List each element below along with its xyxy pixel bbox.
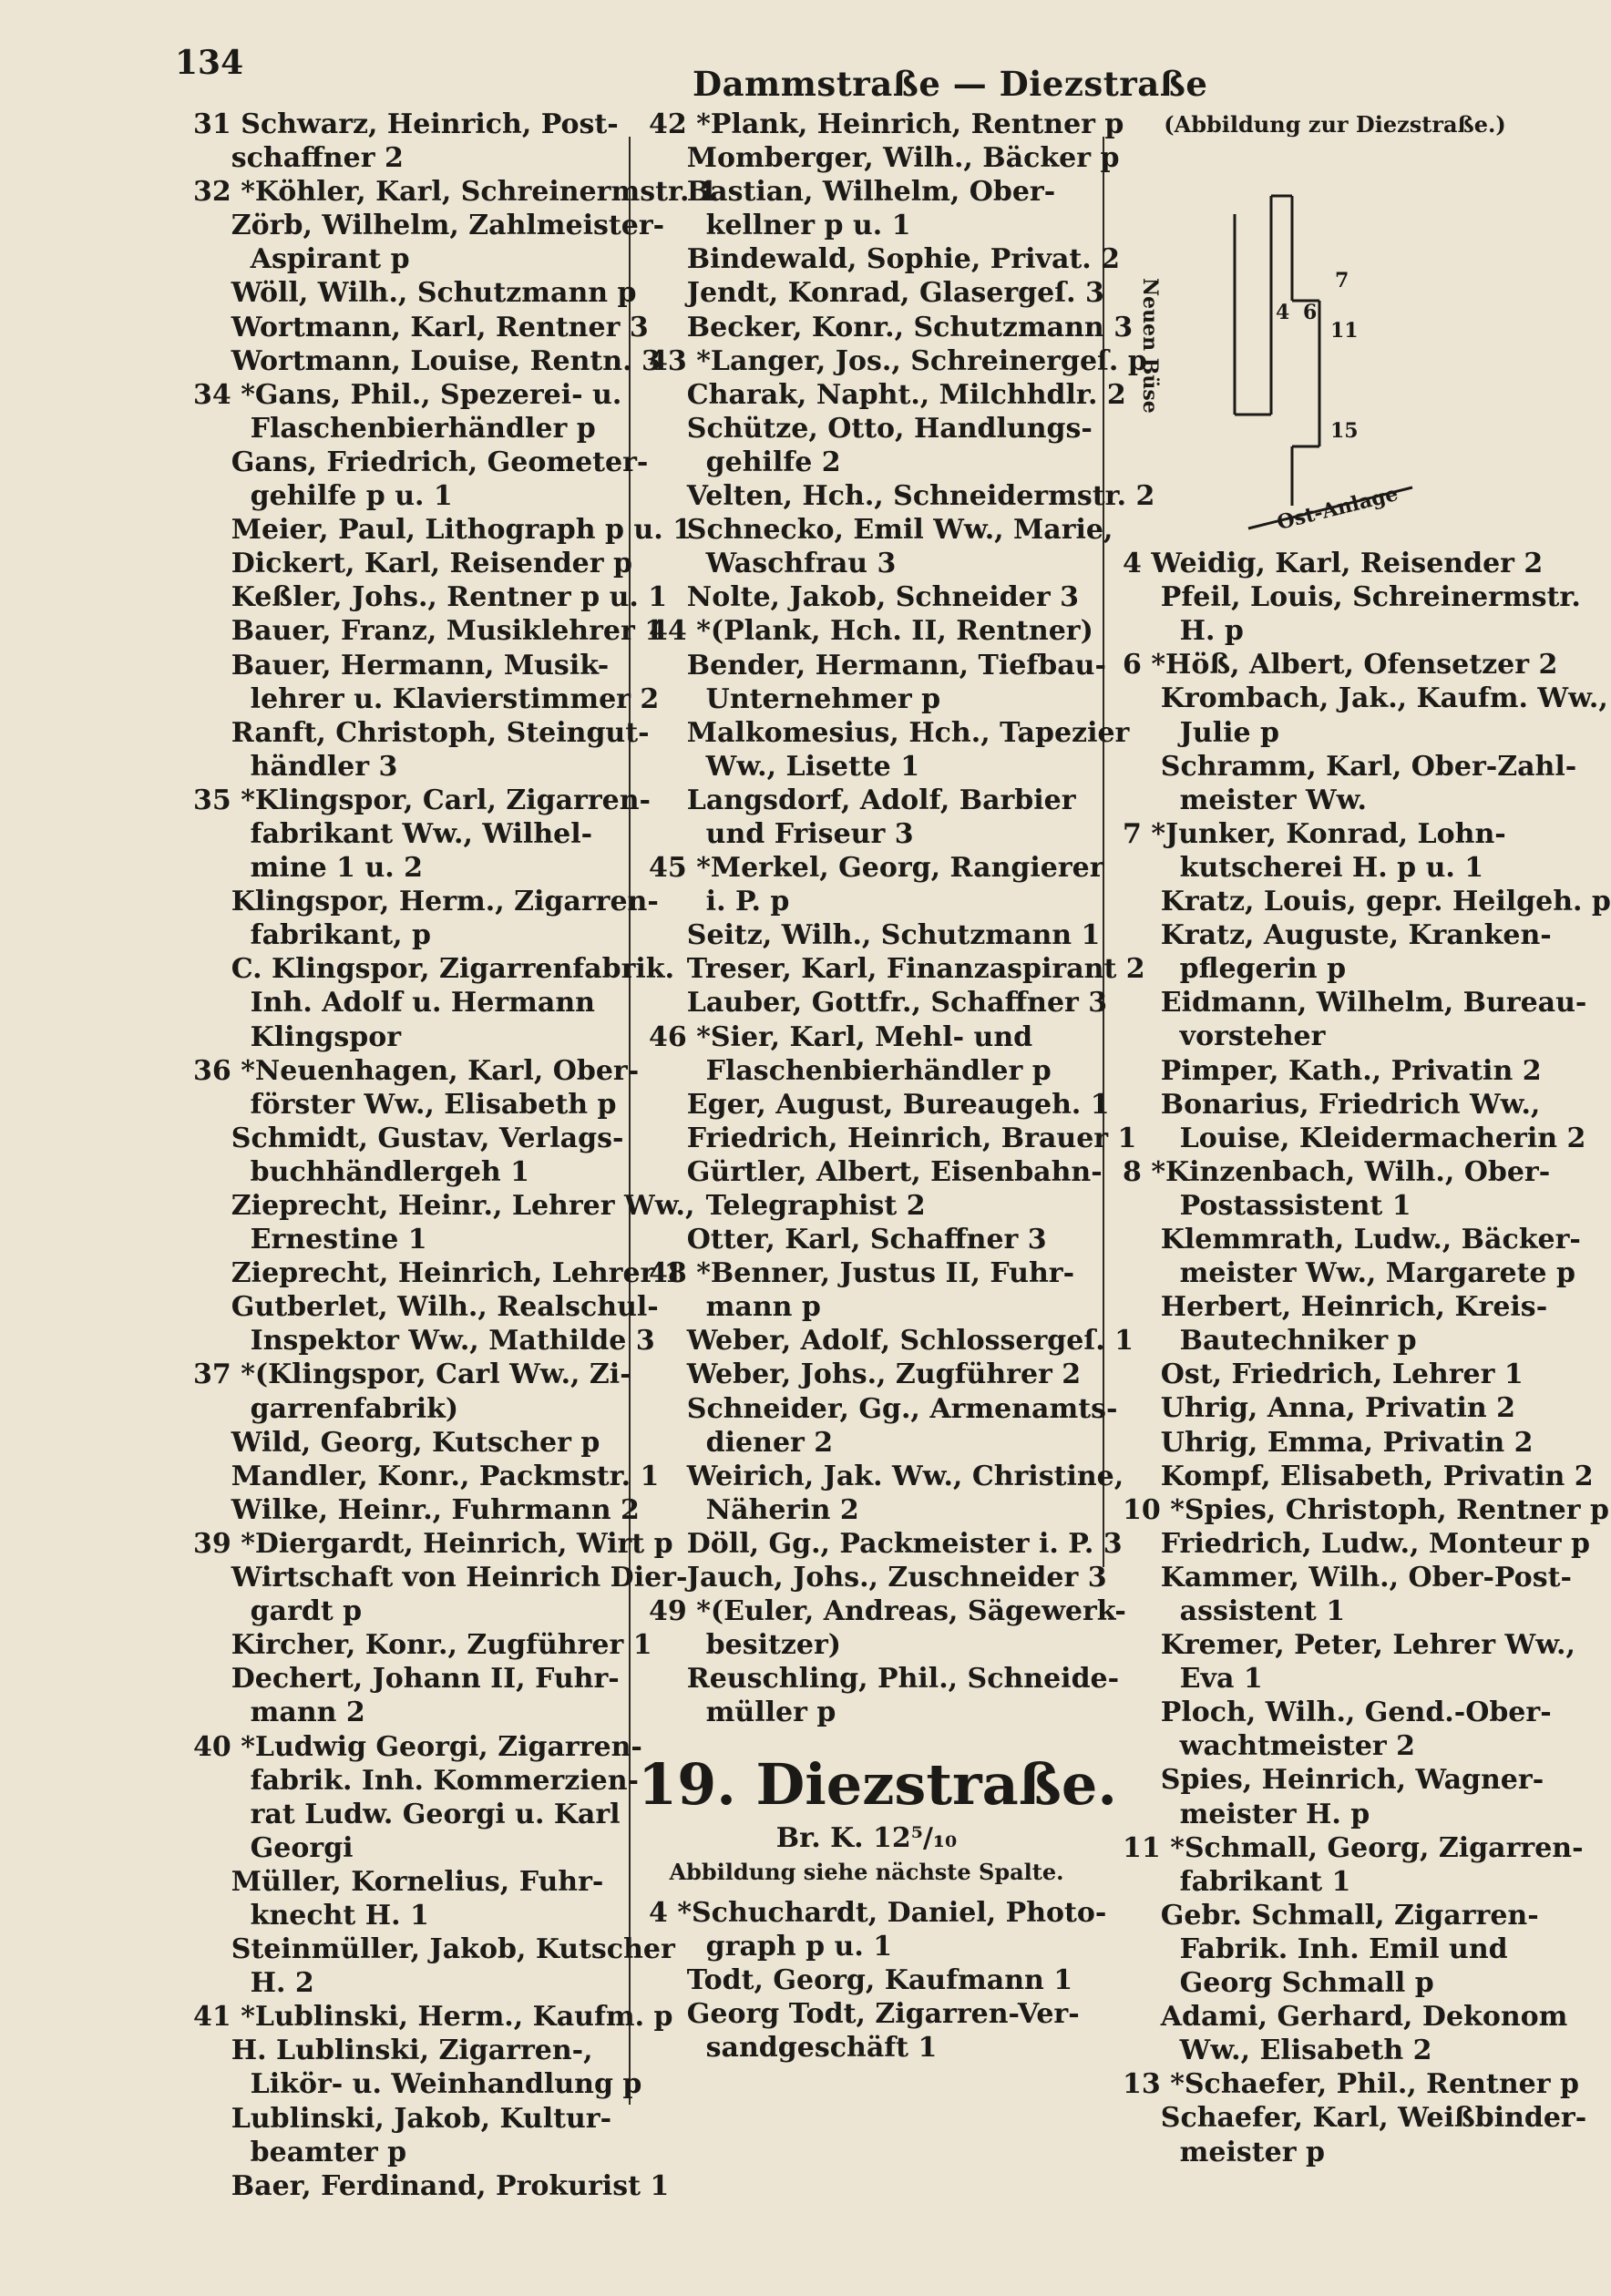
directory-entry-line: Weirich, Jak. Ww., Christine, bbox=[649, 1460, 1124, 1492]
directory-entry-line: 13 *Schaefer, Phil., Rentner p bbox=[1123, 2068, 1579, 2101]
directory-entry-line: Zieprecht, Heinrich, Lehrer 1 bbox=[193, 1257, 683, 1290]
directory-entry-line: Pimper, Kath., Privatin 2 bbox=[1123, 1054, 1542, 1087]
directory-entry-line: besitzer) bbox=[649, 1629, 841, 1662]
directory-entry-line: Schaefer, Karl, Weißbinder- bbox=[1123, 2102, 1587, 2135]
directory-entry-line: förster Ww., Elisabeth p bbox=[193, 1088, 617, 1121]
directory-entry-line: Ranft, Christoph, Steingut- bbox=[193, 716, 650, 749]
directory-entry-line: Postassistent 1 bbox=[1123, 1189, 1411, 1222]
directory-entry-line: gehilfe 2 bbox=[649, 446, 841, 478]
directory-entry-line: Wortmann, Louise, Rentn. 3 bbox=[193, 344, 661, 377]
directory-entry-line: mann 2 bbox=[193, 1696, 365, 1729]
directory-entry-line: Herbert, Heinrich, Kreis- bbox=[1123, 1291, 1548, 1324]
directory-entry-line: Zörb, Wilhelm, Zahlmeister- bbox=[193, 210, 665, 242]
directory-entry-line: Fabrik. Inh. Emil und bbox=[1123, 1932, 1508, 1965]
column-3 bbox=[1112, 108, 1611, 2169]
sketch-label-4: 4 bbox=[1276, 301, 1290, 325]
directory-entry-line: Gebr. Schmall, Zigarren- bbox=[1123, 1899, 1539, 1932]
directory-entry-line: Charak, Napht., Milchhdlr. 2 bbox=[649, 378, 1126, 411]
directory-entry-line: 6 *Höß, Albert, Ofensetzer 2 bbox=[1123, 649, 1558, 682]
directory-entry-line: sandgeschäft 1 bbox=[649, 2032, 938, 2065]
directory-entry-line: 41 *Lublinski, Herm., Kaufm. p bbox=[193, 2001, 673, 2034]
directory-entry-line: mine 1 u. 2 bbox=[193, 852, 424, 885]
directory-entry-line: 34 *Gans, Phil., Spezerei- u. bbox=[193, 378, 622, 411]
sketch-label-ost-anlage: Ost-Anlage bbox=[1274, 482, 1401, 536]
directory-entry-line: 11 *Schmall, Georg, Zigarren- bbox=[1123, 1831, 1584, 1864]
directory-entry-line: 43 *Langer, Jos., Schreinergeſ. p bbox=[649, 344, 1147, 377]
directory-entry-line: 46 *Sier, Karl, Mehl- und bbox=[649, 1020, 1033, 1053]
directory-entry-line: Velten, Hch., Schneidermstr. 2 bbox=[649, 480, 1155, 513]
directory-entry-line: Bauer, Franz, Musiklehrer 1 bbox=[193, 615, 664, 648]
directory-entry-line: und Friseur 3 bbox=[649, 817, 914, 850]
directory-entry-line: Malkomesius, Hch., Tapezier bbox=[649, 716, 1130, 749]
directory-entry-line: kutscherei H. p u. 1 bbox=[1123, 851, 1484, 884]
directory-entry-line: 37 *(Klingspor, Carl Ww., Zi- bbox=[193, 1358, 631, 1391]
directory-entry-line: Julie p bbox=[1123, 716, 1279, 749]
directory-entry-line: Weber, Adolf, Schlossergeſ. 1 bbox=[649, 1325, 1134, 1358]
directory-entry-line: 36 *Neuenhagen, Karl, Ober- bbox=[193, 1054, 640, 1087]
directory-entry-line: meister H. p bbox=[1123, 1798, 1370, 1830]
directory-entry-line: Aspirant p bbox=[193, 243, 410, 276]
directory-entry-line: Klingspor bbox=[193, 1020, 402, 1053]
directory-entry-line: rat Ludw. Georgi u. Karl bbox=[193, 1798, 621, 1830]
directory-entry-line: schaffner 2 bbox=[193, 142, 404, 175]
directory-entry-line: Bindewald, Sophie, Privat. 2 bbox=[649, 243, 1121, 276]
directory-entry-line: Treser, Karl, Finanzaspirant 2 bbox=[649, 953, 1145, 986]
directory-entry-line: Ploch, Wilh., Gend.-Ober- bbox=[1123, 1696, 1552, 1729]
directory-entry-line: Flaschenbierhändler p bbox=[649, 1054, 1052, 1087]
running-head: Dammstraße — Diezstraße bbox=[693, 64, 1208, 104]
directory-entry-line: Jauch, Johs., Zuschneider 3 bbox=[649, 1562, 1107, 1594]
directory-entry-line: fabrikant 1 bbox=[1123, 1865, 1351, 1898]
directory-entry-line: Meier, Paul, Lithograph p u. 1 bbox=[193, 514, 692, 547]
directory-entry-line: Waschfrau 3 bbox=[649, 548, 897, 580]
directory-entry-line: garrenfabrik) bbox=[193, 1392, 459, 1425]
column-divider bbox=[629, 137, 631, 2105]
directory-entry-line: Kompf, Elisabeth, Privatin 2 bbox=[1123, 1460, 1594, 1492]
directory-entry-line: fabrikant, p bbox=[193, 919, 431, 952]
section-heading: 19. Diezstraße. bbox=[638, 1750, 1117, 1818]
directory-entry-line: Nolte, Jakob, Schneider 3 bbox=[649, 581, 1079, 614]
directory-entry-line: Kratz, Louis, gepr. Heilgeh. p bbox=[1123, 886, 1611, 918]
figure-caption: (Abbildung zur Diezstraße.) bbox=[1164, 111, 1506, 138]
directory-entry-line: mann p bbox=[649, 1291, 821, 1324]
directory-entry-line: i. P. p bbox=[649, 886, 790, 918]
directory-entry-line: meister Ww., Margarete p bbox=[1123, 1257, 1575, 1290]
directory-entry-line: graph p u. 1 bbox=[649, 1930, 893, 1963]
directory-entry-line: vorsteher bbox=[1123, 1020, 1326, 1053]
sketch-label-11: 11 bbox=[1330, 319, 1359, 343]
sketch-label-7: 7 bbox=[1335, 269, 1349, 293]
directory-entry-line: Eidmann, Wilhelm, Bureau- bbox=[1123, 987, 1587, 1020]
directory-entry-line: lehrer u. Klavierstimmer 2 bbox=[193, 682, 660, 715]
directory-entry-line: Georgi bbox=[193, 1831, 354, 1864]
directory-entry-line: Flaschenbierhändler p bbox=[193, 412, 596, 445]
directory-entry-line: Schramm, Karl, Ober-Zahl- bbox=[1123, 750, 1577, 783]
directory-entry-line: Kircher, Konr., Zugführer 1 bbox=[193, 1629, 652, 1662]
directory-entry-line: fabrik. Inh. Kommerzien- bbox=[193, 1764, 639, 1797]
directory-entry-line: Telegraphist 2 bbox=[649, 1190, 926, 1222]
directory-entry-line: buchhändlergeh 1 bbox=[193, 1155, 530, 1188]
directory-entry-line: Klemmrath, Ludw., Bäcker- bbox=[1123, 1223, 1581, 1256]
directory-entry-line: 35 *Klingspor, Carl, Zigarren- bbox=[193, 784, 652, 816]
directory-entry-line: Mandler, Konr., Packmstr. 1 bbox=[193, 1460, 660, 1492]
directory-entry-line: Bauer, Hermann, Musik- bbox=[193, 649, 610, 682]
directory-entry-line: Gutberlet, Wilh., Realschul- bbox=[193, 1291, 659, 1324]
directory-entry-line: Näherin 2 bbox=[649, 1493, 859, 1526]
section-subheading: Br. K. 12⁵/₁₀ bbox=[775, 1821, 958, 1854]
directory-entry-line: Zieprecht, Heinr., Lehrer Ww., bbox=[193, 1190, 695, 1222]
directory-entry-line: Unternehmer p bbox=[649, 682, 941, 715]
directory-entry-line: Georg Todt, Zigarren-Ver- bbox=[649, 1997, 1080, 2030]
directory-entry-line: Bautechniker p bbox=[1123, 1325, 1417, 1358]
directory-entry-line: Inspektor Ww., Mathilde 3 bbox=[193, 1325, 655, 1358]
directory-entry-line: knecht H. 1 bbox=[193, 1899, 429, 1932]
directory-entry-line: Jendt, Konrad, Glasergeſ. 3 bbox=[649, 277, 1104, 310]
directory-entry-line: Uhrig, Anna, Privatin 2 bbox=[1123, 1392, 1516, 1425]
directory-entry-line: 4 *Schuchardt, Daniel, Photo- bbox=[649, 1896, 1107, 1929]
directory-entry-line: Friedrich, Heinrich, Brauer 1 bbox=[649, 1122, 1137, 1154]
directory-entry-line: 10 *Spies, Christoph, Rentner p bbox=[1123, 1493, 1609, 1526]
directory-entry-line: pflegerin p bbox=[1123, 953, 1347, 986]
directory-entry-line: Momberger, Wilh., Bäcker p bbox=[649, 142, 1120, 175]
directory-entry-line: Otter, Karl, Schaffner 3 bbox=[649, 1224, 1047, 1256]
directory-entry-line: 40 *Ludwig Georgi, Zigarren- bbox=[193, 1730, 642, 1763]
directory-entry-line: Schneider, Gg., Armenamts- bbox=[649, 1392, 1118, 1425]
directory-entry-line: Becker, Konr., Schutzmann 3 bbox=[649, 311, 1134, 343]
directory-entry-line: Inh. Adolf u. Hermann bbox=[193, 987, 595, 1020]
directory-entry-line: Reuschling, Phil., Schneide- bbox=[649, 1663, 1120, 1696]
directory-entry-line: Schütze, Otto, Handlungs- bbox=[649, 412, 1093, 445]
directory-entry-line: Krombach, Jak., Kaufm. Ww., bbox=[1123, 682, 1608, 715]
directory-entry-line: Pfeil, Louis, Schreinermstr. bbox=[1123, 581, 1581, 614]
directory-entry-line: Weber, Johs., Zugführer 2 bbox=[649, 1358, 1082, 1391]
directory-entry-line: 31 Schwarz, Heinrich, Post- bbox=[193, 108, 619, 140]
directory-entry-line: 45 *Merkel, Georg, Rangierer bbox=[649, 852, 1104, 885]
directory-entry-line: Bastian, Wilhelm, Ober- bbox=[649, 176, 1056, 209]
directory-entry-line: 39 *Diergardt, Heinrich, Wirt p bbox=[193, 1527, 673, 1560]
directory-entry-line: Louise, Kleidermacherin 2 bbox=[1123, 1122, 1586, 1154]
section-note: Abbildung siehe nächste Spalte. bbox=[669, 1858, 1064, 1885]
directory-entry-line: Ernestine 1 bbox=[193, 1224, 427, 1256]
directory-entry-line: Keßler, Johs., Rentner p u. 1 bbox=[193, 581, 668, 614]
directory-entry-line: 48 *Benner, Justus II, Fuhr- bbox=[649, 1257, 1075, 1290]
directory-entry-line: gardt p bbox=[193, 1595, 363, 1628]
directory-entry-line: wachtmeister 2 bbox=[1123, 1730, 1416, 1763]
directory-entry-line: Wilke, Heinr., Fuhrmann 2 bbox=[193, 1493, 640, 1526]
directory-entry-line: fabrikant Ww., Wilhel- bbox=[193, 817, 593, 850]
sketch-label-street: Neuen Büse bbox=[1138, 278, 1162, 414]
directory-entry-line: Müller, Kornelius, Fuhr- bbox=[193, 1865, 604, 1898]
directory-entry-line: beamter p bbox=[193, 2136, 407, 2168]
directory-entry-line: Eva 1 bbox=[1123, 1663, 1263, 1696]
directory-entry-line: Ww., Elisabeth 2 bbox=[1123, 2035, 1432, 2067]
directory-entry-line: meister p bbox=[1123, 2136, 1325, 2168]
directory-entry-line: Friedrich, Ludw., Monteur p bbox=[1123, 1527, 1591, 1560]
directory-entry-line: Ww., Lisette 1 bbox=[649, 750, 920, 783]
directory-entry-line: 44 *(Plank, Hch. II, Rentner) bbox=[649, 615, 1093, 648]
directory-entry-line: diener 2 bbox=[649, 1426, 834, 1459]
directory-entry-line: 7 *Junker, Konrad, Lohn- bbox=[1123, 817, 1506, 850]
directory-entry-line: H. p bbox=[1123, 615, 1244, 648]
sketch-label-6: 6 bbox=[1303, 301, 1318, 325]
directory-entry-line: H. Lublinski, Zigarren-, bbox=[193, 2035, 593, 2067]
directory-entry-line: Döll, Gg., Packmeister i. P. 3 bbox=[649, 1527, 1123, 1560]
directory-entry-line: Eger, August, Bureaugeh. 1 bbox=[649, 1088, 1110, 1121]
directory-entry-line: Wirtschaft von Heinrich Dier- bbox=[193, 1562, 688, 1594]
directory-entry-line: Kratz, Auguste, Kranken- bbox=[1123, 919, 1552, 952]
directory-entry-line: Kammer, Wilh., Ober-Post- bbox=[1123, 1561, 1572, 1594]
directory-entry-line: Wild, Georg, Kutscher p bbox=[193, 1426, 600, 1459]
directory-entry-line: Steinmüller, Jakob, Kutscher bbox=[193, 1933, 675, 1966]
directory-entry-line: 8 *Kinzenbach, Wilh., Ober- bbox=[1123, 1155, 1551, 1188]
directory-entry-line: müller p bbox=[649, 1696, 836, 1729]
directory-entry-line: C. Klingspor, Zigarrenfabrik. bbox=[193, 953, 675, 986]
directory-entry-line: Wortmann, Karl, Rentner 3 bbox=[193, 311, 649, 343]
directory-entry-line: Bonarius, Friedrich Ww., bbox=[1123, 1088, 1541, 1121]
directory-entry-line: Dechert, Johann II, Fuhr- bbox=[193, 1663, 620, 1696]
column-1 bbox=[182, 108, 718, 2203]
directory-entry-line: meister Ww. bbox=[1123, 784, 1367, 816]
directory-entry-line: Bender, Hermann, Tiefbau- bbox=[649, 649, 1106, 682]
directory-entry-line: Kremer, Peter, Lehrer Ww., bbox=[1123, 1629, 1575, 1662]
directory-entry-line: 49 *(Euler, Andreas, Sägewerk- bbox=[649, 1595, 1126, 1628]
directory-entry-line: Schmidt, Gustav, Verlags- bbox=[193, 1122, 624, 1154]
directory-entry-line: 32 *Köhler, Karl, Schreinermstr. 1 bbox=[193, 176, 718, 209]
directory-entry-line: Ost, Friedrich, Lehrer 1 bbox=[1123, 1358, 1524, 1391]
directory-entry-line: Uhrig, Emma, Privatin 2 bbox=[1123, 1426, 1534, 1459]
directory-entry-line: Lauber, Gottfr., Schaffner 3 bbox=[649, 987, 1108, 1020]
directory-entry-line: Baer, Ferdinand, Prokurist 1 bbox=[193, 2169, 670, 2202]
directory-entry-line: Klingspor, Herm., Zigarren- bbox=[193, 886, 659, 918]
directory-entry-line: kellner p u. 1 bbox=[649, 210, 911, 242]
directory-entry-line: 4 Weidig, Karl, Reisender 2 bbox=[1123, 548, 1544, 580]
street-sketch bbox=[1112, 141, 1549, 547]
directory-entry-line: Dickert, Karl, Reisender p bbox=[193, 548, 632, 580]
directory-entry-line: Todt, Georg, Kaufmann 1 bbox=[649, 1963, 1073, 1996]
directory-entry-line: gehilfe p u. 1 bbox=[193, 480, 453, 513]
directory-entry-line: Spies, Heinrich, Wagner- bbox=[1123, 1764, 1544, 1797]
directory-entry-line: Seitz, Wilh., Schutzmann 1 bbox=[649, 919, 1101, 952]
directory-entry-line: Gans, Friedrich, Geometer- bbox=[193, 446, 649, 478]
directory-entry-line: Adami, Gerhard, Dekonom bbox=[1123, 2001, 1568, 2034]
directory-entry-line: H. 2 bbox=[193, 1967, 314, 2000]
directory-entry-line: 42 *Plank, Heinrich, Rentner p bbox=[649, 108, 1124, 140]
page-number: 134 bbox=[175, 44, 244, 82]
directory-entry-line: Likör- u. Weinhandlung p bbox=[193, 2068, 642, 2101]
directory-entry-line: Schnecko, Emil Ww., Marie, bbox=[649, 514, 1113, 547]
directory-entry-line: Wöll, Wilh., Schutzmann p bbox=[193, 277, 637, 310]
directory-entry-line: assistent 1 bbox=[1123, 1595, 1346, 1627]
directory-entry-line: Langsdorf, Adolf, Barbier bbox=[649, 784, 1076, 816]
directory-entry-line: Gürtler, Albert, Eisenbahn- bbox=[649, 1155, 1103, 1188]
directory-entry-line: händler 3 bbox=[193, 750, 398, 783]
directory-entry-line: Georg Schmall p bbox=[1123, 1967, 1434, 2000]
sketch-label-15: 15 bbox=[1330, 419, 1359, 444]
directory-entry-line: Lublinski, Jakob, Kultur- bbox=[193, 2102, 612, 2135]
